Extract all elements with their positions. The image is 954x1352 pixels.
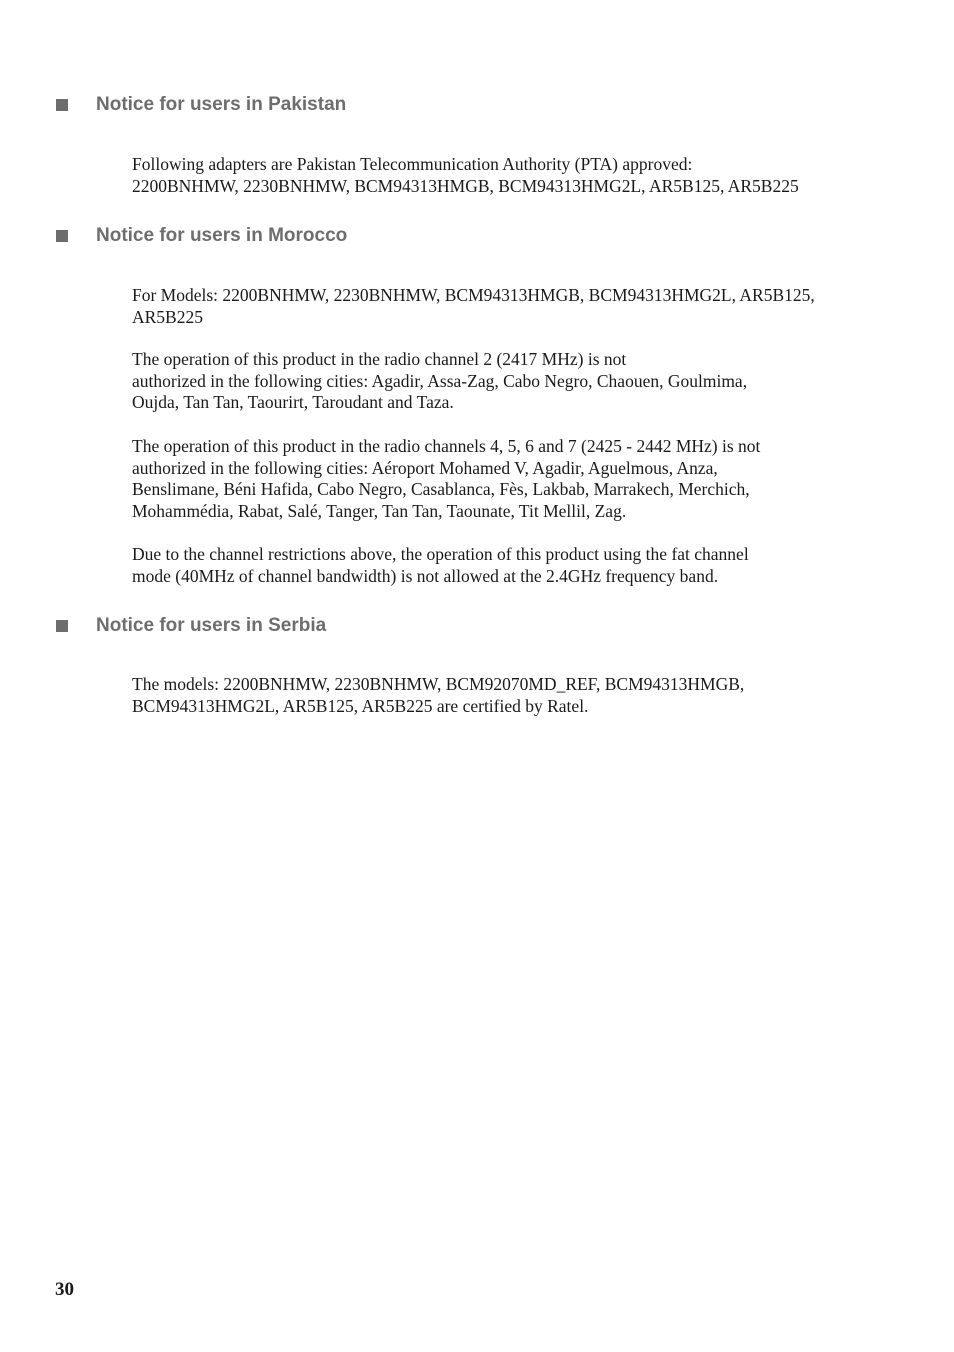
text-line: The operation of this product in the radio channels 4, 5, 6 and 7 (2425 - 2442 MHz) is not (132, 436, 761, 456)
text-line: authorized in the following cities: Agadir, Assa-Zag, Cabo Negro, Chaouen, Goulmima, (132, 370, 748, 391)
morocco-paragraph-3 (132, 436, 872, 523)
serbia-paragraph-1 (132, 674, 872, 717)
text-line: mode (40MHz of channel bandwidth) is not allowed at the 2.4GHz frequency band. (132, 565, 719, 586)
text-line: Benslimane, Béni Hafida, Cabo Negro, Casablanca, Fès, Lakbab, Marrakech, Merchich, (132, 479, 750, 500)
section-heading-morocco (56, 223, 347, 249)
text-line: 2200BNHMW, 2230BNHMW, BCM94313HMGB, BCM94313HMG2L, AR5B125, AR5B225 (132, 175, 799, 196)
morocco-paragraph-2 (132, 349, 872, 414)
square-bullet-icon (56, 99, 68, 111)
morocco-paragraph-4 (132, 544, 872, 587)
text-line: Mohammédia, Rabat, Salé, Tanger, Tan Tan, Taounate, Tit Mellil, Zag. (132, 501, 627, 522)
section-heading-text: Notice for users in Pakistan (96, 94, 347, 115)
square-bullet-icon (56, 230, 68, 242)
section-heading-serbia (56, 613, 326, 639)
pakistan-paragraph-1 (132, 154, 872, 197)
text-line: The operation of this product in the radio channel 2 (2417 MHz) is not (132, 349, 627, 369)
section-heading-pakistan (56, 92, 346, 118)
square-bullet-icon (56, 620, 68, 632)
text-line: The models: 2200BNHMW, 2230BNHMW, BCM92070MD_REF, BCM94313HMGB, (132, 674, 745, 694)
morocco-paragraph-1 (132, 285, 872, 328)
text-line: Following adapters are Pakistan Telecommunication Authority (PTA) approved: (132, 154, 693, 174)
text-line: Oujda, Tan Tan, Taourirt, Taroudant and Taza. (132, 392, 454, 413)
text-line: Due to the channel restrictions above, the operation of this product using the fat channel (132, 544, 749, 564)
section-heading-text: Notice for users in Serbia (96, 615, 327, 636)
text-line: BCM94313HMG2L, AR5B125, AR5B225 are certified by Ratel. (132, 695, 589, 716)
text-line: AR5B225 (132, 306, 203, 327)
section-heading-text: Notice for users in Morocco (96, 225, 348, 246)
text-line: For Models: 2200BNHMW, 2230BNHMW, BCM94313HMGB, BCM94313HMG2L, AR5B125, (132, 285, 815, 305)
text-line: authorized in the following cities: Aéroport Mohamed V, Agadir, Aguelmous, Anza, (132, 457, 718, 478)
page-number: 30 (55, 1279, 74, 1300)
